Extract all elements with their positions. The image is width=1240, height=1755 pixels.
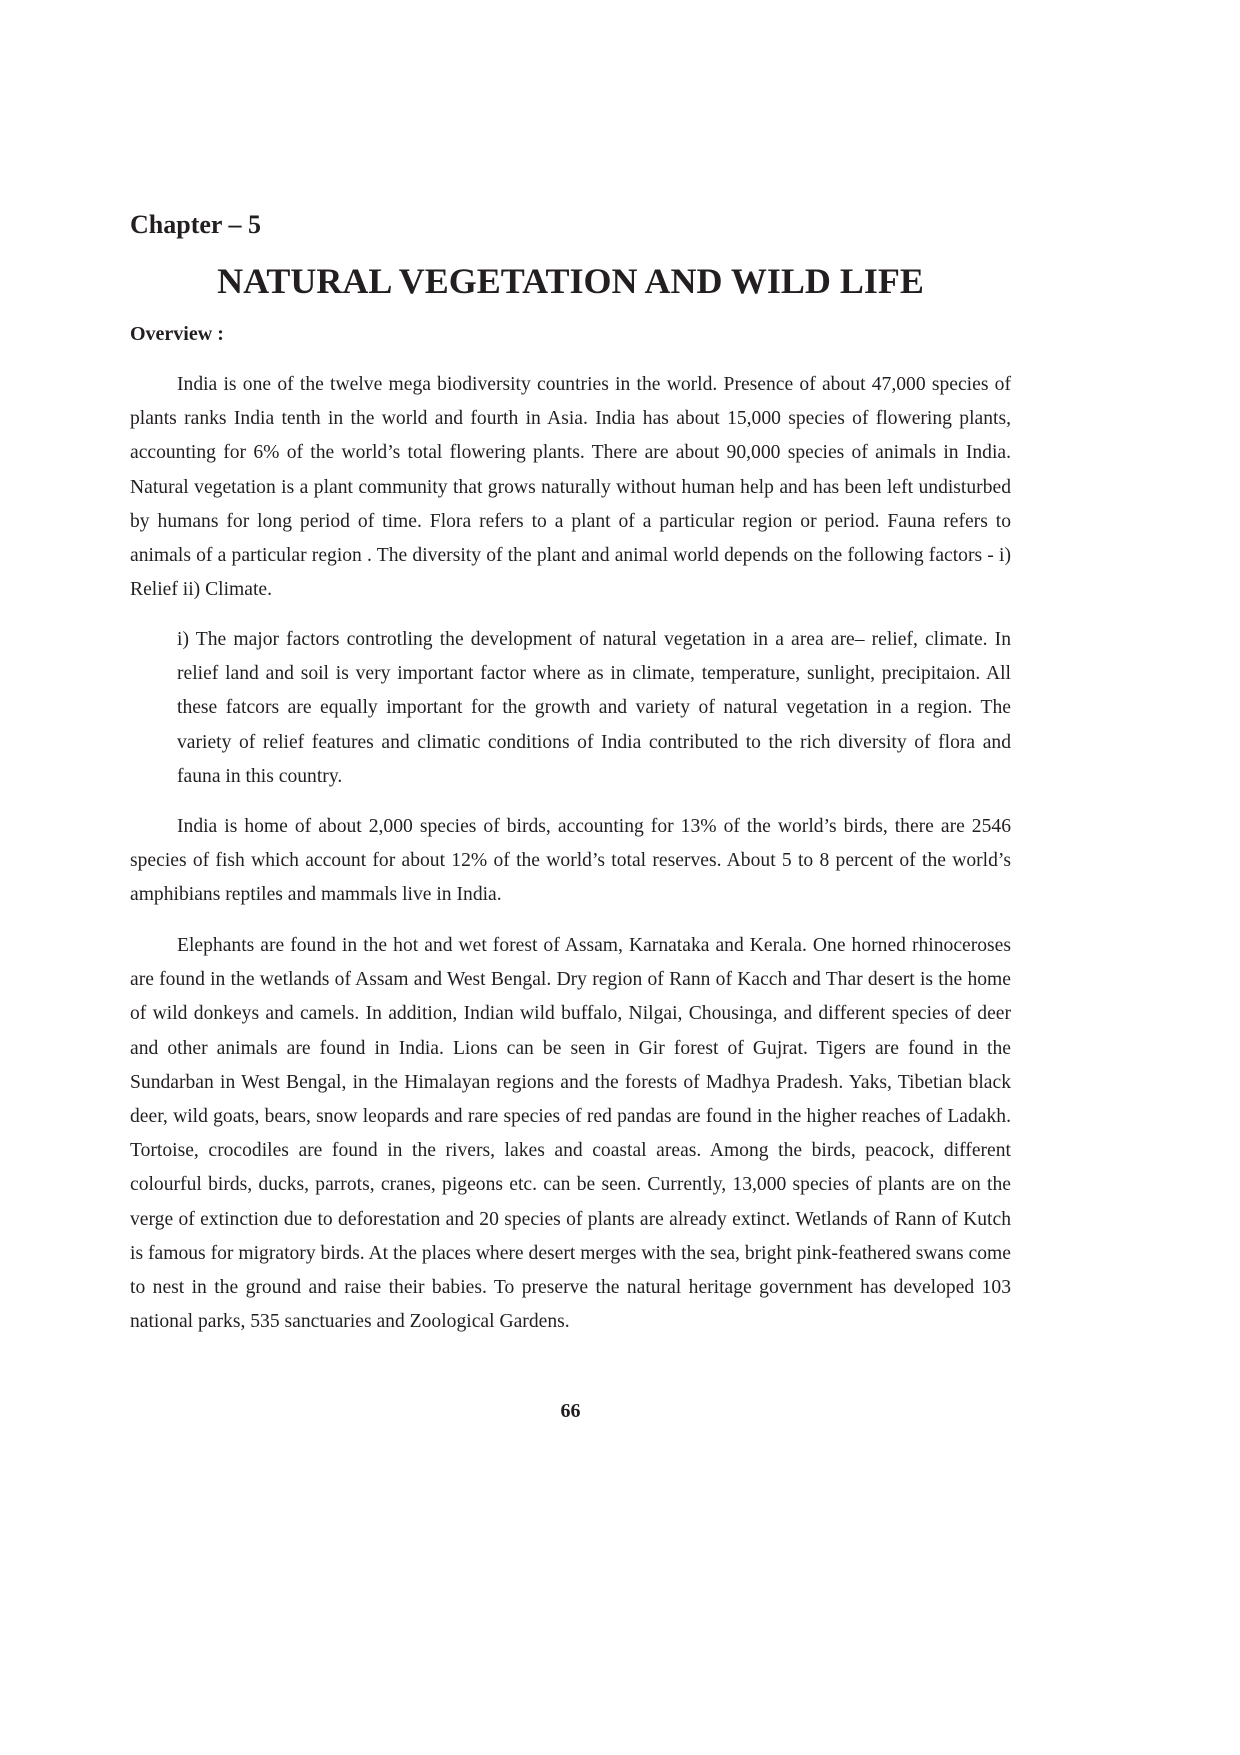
paragraph-factors: i) The major factors controtling the development of natural vegetation in a area are– relief, climate. In relief land and soil is very important factor where as in climate, temperature, sunlight, precipitaion. All these fatcors are equally important for the growth and variety of natural vegetation in a region. The variety of relief features and climatic conditions of India contributed to the rich diversity of flora and fauna in this country. [177,629,1011,787]
chapter-title: NATURAL VEGETATION AND WILD LIFE [217,261,924,301]
chapter-label: Chapter – 5 [130,210,261,239]
overview-heading: Overview : [130,323,224,345]
paragraph-birds-fish: India is home of about 2,000 species of birds, accounting for 13% of the world’s birds, there are 2546 species of fish which account for about 12% of the world’s total reserves. About 5 to 8 percent of the world’s amphibians reptiles and mammals live in India. [130,816,1011,906]
paragraph-intro: India is one of the twelve mega biodiversity countries in the world. Presence of about 47,000 species of plants ranks India tenth in the world and fourth in Asia. India has about 15,000 species of flowering plants, accounting for 6% of the world’s total flowering plants. There are about 90,000 species of animals in India. Natural vegetation is a plant community that grows naturally without human help and has been left undisturbed by humans for long period of time. Flora refers to a plant of a particular region or period. Fauna refers to animals of a particular region . The diversity of the plant and animal world depends on the following factors - i) Relief ii) Climate. [130,374,1011,601]
paragraph-animals: Elephants are found in the hot and wet forest of Assam, Karnataka and Kerala. One horned rhinoceroses are found in the wetlands of Assam and West Bengal. Dry region of Rann of Kacch and Thar desert is the home of wild donkeys and camels. In addition, Indian wild buffalo, Nilgai, Chousinga, and different species of deer and other animals are found in India. Lions can be seen in Gir forest of Gujrat. Tigers are found in the Sundarban in West Bengal, in the Himalayan regions and the forests of Madhya Pradesh. Yaks, Tibetian black deer, wild goats, bears, snow leopards and rare species of red pandas are found in the higher reaches of Ladakh. Tortoise, crocodiles are found in the rivers, lakes and coastal areas. Among the birds, peacock, different colourful birds, ducks, parrots, cranes, pigeons etc. can be seen. Currently, 13,000 species of plants are on the verge of extinction due to deforestation and 20 species of plants are already extinct. Wetlands of Rann of Kutch is famous for migratory birds. At the places where desert merges with the sea, bright pink-feathered swans come to nest in the ground and raise their babies. To preserve the natural heritage government has developed 103 national parks, 535 sanctuaries and Zoological Gardens. [130,935,1011,1333]
page-number: 66 [560,1400,581,1422]
